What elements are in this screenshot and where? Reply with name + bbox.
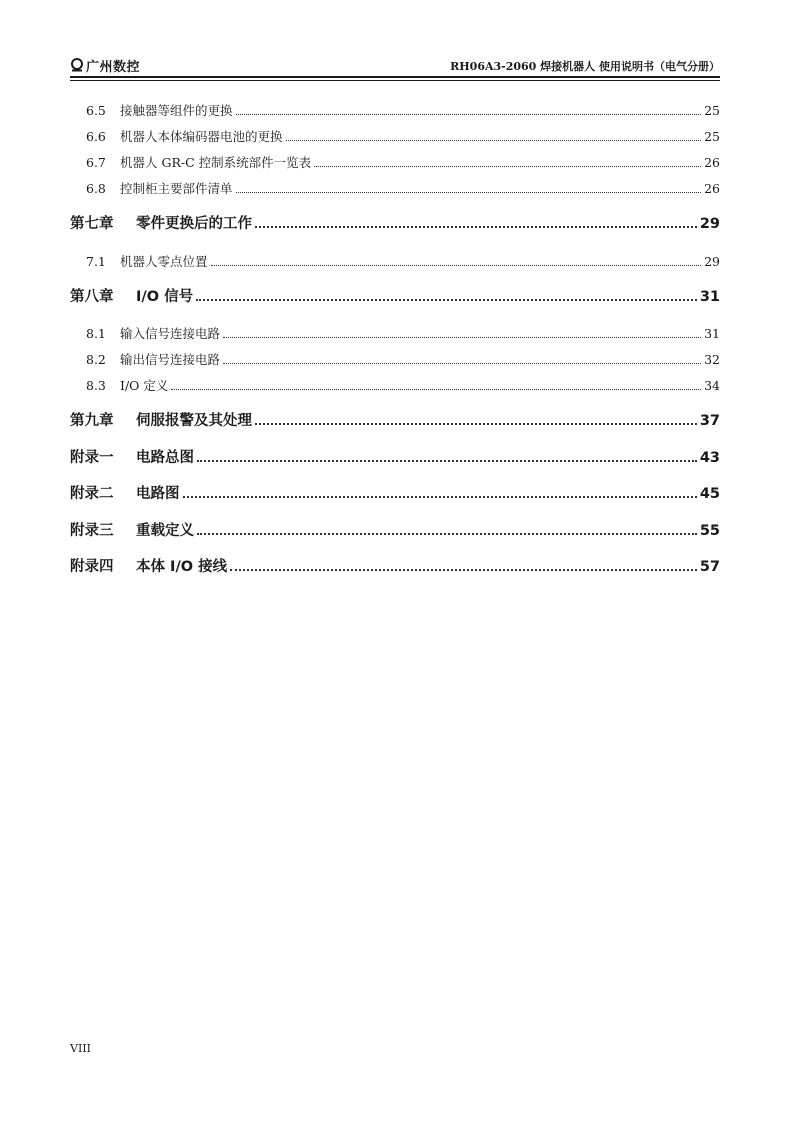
toc-entry-number: 6.6 (86, 129, 106, 144)
toc-entry-title: 控制柜主要部件清单 (120, 181, 233, 196)
toc-entry-number: 6.7 (86, 155, 106, 170)
toc-entry-number: 8.3 (86, 378, 106, 393)
toc-entry-title: 重载定义 (136, 523, 194, 539)
toc-entry-title: I/O 定义 (120, 378, 169, 393)
toc-dot-leader (255, 226, 697, 228)
toc-entry-page: 55 (699, 523, 720, 539)
page-number: VIII (70, 1042, 91, 1055)
toc-dot-leader (236, 192, 702, 193)
toc-entry-title: 机器人本体编码器电池的更换 (120, 129, 283, 144)
toc-entry-number: 6.5 (86, 103, 106, 118)
toc-entry-title: 电路总图 (136, 450, 194, 466)
toc-dot-leader (197, 533, 697, 535)
toc-entry-page: 31 (699, 289, 720, 305)
toc-dot-leader (183, 496, 697, 498)
toc-entry-page: 34 (704, 378, 720, 393)
toc-entry-number: 第七章 (70, 216, 114, 232)
toc-entry-number: 附录二 (70, 486, 114, 502)
toc-entry-number: 附录一 (70, 450, 114, 466)
toc-entry-page: 26 (704, 181, 720, 196)
toc-entry-page: 57 (699, 559, 720, 575)
toc-entry-page: 29 (704, 254, 720, 269)
toc-dot-leader (236, 114, 702, 115)
toc-entry-page: 32 (704, 352, 720, 367)
toc-entry-title: 输入信号连接电路 (120, 326, 221, 341)
toc-entry-number: 8.1 (86, 326, 106, 341)
toc-dot-leader (196, 299, 697, 301)
toc-entry-title: 机器人 GR-C 控制系统部件一览表 (120, 155, 312, 170)
toc-dot-leader (197, 460, 697, 462)
toc-entry-page: 26 (704, 155, 720, 170)
toc-dot-leader (211, 265, 702, 266)
toc-dot-leader (223, 363, 701, 364)
toc-entry-title: 伺服报警及其处理 (136, 413, 252, 429)
toc-entry-page: 37 (699, 413, 720, 429)
toc-chapter-entry[interactable] (70, 409, 720, 430)
toc-chapter-entry[interactable] (70, 446, 720, 467)
toc-dot-leader (286, 140, 702, 141)
toc-section-entry[interactable] (70, 127, 720, 145)
toc-section-entry[interactable] (70, 153, 720, 171)
toc-chapter-entry[interactable] (70, 519, 720, 540)
toc-section-entry[interactable] (70, 101, 720, 119)
toc-entry-number: 第九章 (70, 413, 114, 429)
toc-entry-title: 接触器等组件的更换 (120, 103, 233, 118)
toc-section-entry[interactable] (70, 252, 720, 270)
toc-entry-title: 机器人零点位置 (120, 254, 208, 269)
toc-entry-page: 43 (699, 450, 720, 466)
toc-chapter-entry[interactable] (70, 555, 720, 576)
toc-chapter-entry[interactable] (70, 212, 720, 233)
toc-entry-title: 本体 I/O 接线 (136, 559, 228, 575)
toc-entry-page: 29 (699, 216, 720, 232)
toc-entry-title: 输出信号连接电路 (120, 352, 221, 367)
toc-dot-leader (230, 569, 697, 571)
toc-entry-page: 25 (704, 129, 720, 144)
toc-entry-number: 附录四 (70, 559, 114, 575)
toc-chapter-entry[interactable] (70, 482, 720, 503)
toc-entry-number: 附录三 (70, 523, 114, 539)
toc-entry-page: 45 (699, 486, 720, 502)
toc-entry-number: 8.2 (86, 352, 106, 367)
document-title: RH06A3-2060 焊接机器人 使用说明书（电气分册） (450, 60, 720, 73)
logo-text: 广州数控 (86, 59, 141, 75)
toc-chapter-entry[interactable] (70, 285, 720, 306)
toc-entry-number: 6.8 (86, 181, 106, 196)
toc-entry-page: 31 (704, 326, 720, 341)
toc-section-entry[interactable] (70, 350, 720, 368)
toc-entry-title: 零件更换后的工作 (136, 216, 252, 232)
toc-dot-leader (171, 389, 701, 390)
toc-entry-page: 25 (704, 103, 720, 118)
toc-entry-title: I/O 信号 (136, 289, 194, 305)
toc-dot-leader (223, 337, 701, 338)
toc-dot-leader (314, 166, 701, 167)
toc-entry-number: 7.1 (86, 254, 106, 269)
toc-entry-title: 电路图 (136, 486, 180, 502)
toc-entry-number: 第八章 (70, 289, 114, 305)
toc-section-entry[interactable] (70, 376, 720, 394)
toc-dot-leader (255, 423, 697, 425)
toc-section-entry[interactable] (70, 324, 720, 342)
toc-section-entry[interactable] (70, 179, 720, 197)
